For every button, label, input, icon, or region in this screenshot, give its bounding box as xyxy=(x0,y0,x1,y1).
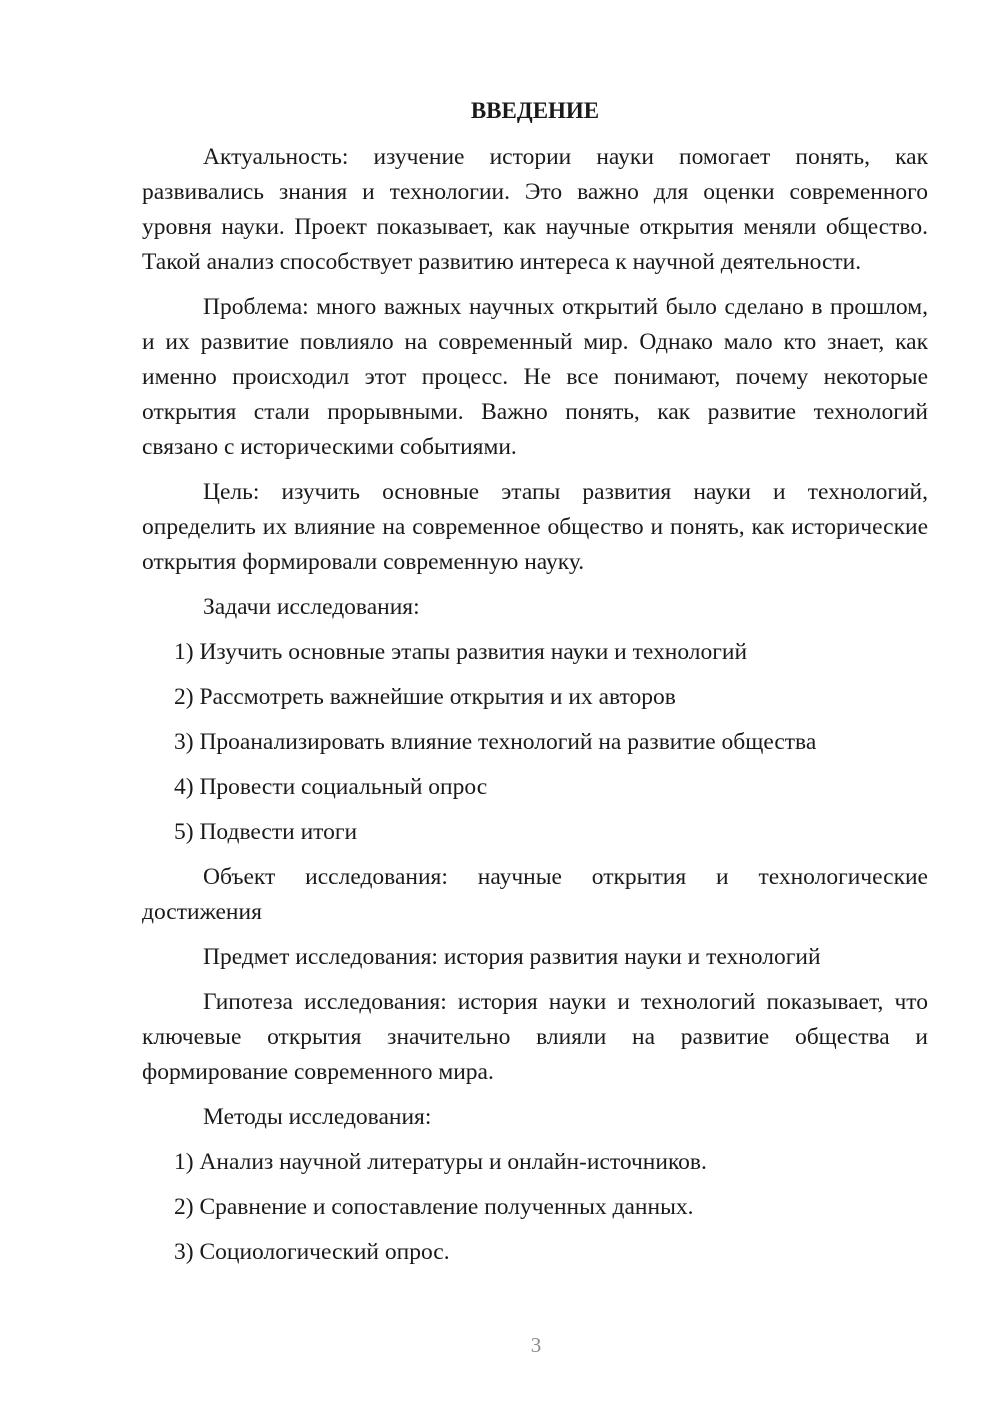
hypothesis-paragraph: Гипотеза исследования: история науки и технологий показывает, что ключевые открытия значительно влияли на развитие общества и формирование современного мира. xyxy=(142,989,928,1085)
list-item: 5) Подвести итоги xyxy=(174,819,358,845)
list-item: 1) Анализ научной литературы и онлайн-источников. xyxy=(174,1149,707,1175)
methods-list xyxy=(142,1145,928,1270)
page-number: 3 xyxy=(530,1333,542,1357)
goal-paragraph: Цель: изучить основные этапы развития науки и технологий, определить их влияние на современное общество и понять, как исторические открытия формировали современную науку. xyxy=(142,479,928,575)
problem-paragraph: Проблема: много важных научных открытий было сделано в прошлом, и их развитие повлияло на современный мир. Однако мало кто знает, как именно происходил этот процесс. Не все понимают, почему некоторые открытия стали прорывными. Важно понять, как развитие технологий связано с историческими событиями. xyxy=(142,294,928,460)
list-item: 2) Сравнение и сопоставление полученных данных. xyxy=(174,1194,694,1220)
tasks-list xyxy=(142,635,928,850)
object-paragraph: Объект исследования: научные открытия и технологические достижения xyxy=(142,864,928,925)
methods-heading: Методы исследования: xyxy=(203,1104,432,1130)
subject-paragraph: Предмет исследования: история развития науки и технологий xyxy=(203,944,821,970)
relevance-paragraph: Актуальность: изучение истории науки помогает понять, как развивались знания и технологии. Это важно для оценки современного уровня науки. Проект показывает, как научные открытия меняли общество. Такой анализ способствует развитию интереса к научной деятельности. xyxy=(142,144,928,275)
list-item: 3) Социологический опрос. xyxy=(174,1239,450,1265)
list-item: 2) Рассмотреть важнейшие открытия и их авторов xyxy=(174,684,676,710)
page-title: ВВЕДЕНИЕ xyxy=(470,98,600,123)
list-item: 3) Проанализировать влияние технологий на развитие общества xyxy=(174,729,817,755)
list-item: 4) Провести социальный опрос xyxy=(174,774,488,800)
list-item: 1) Изучить основные этапы развития науки и технологий xyxy=(174,639,748,665)
tasks-heading: Задачи исследования: xyxy=(203,594,420,620)
page-content xyxy=(142,94,928,1280)
